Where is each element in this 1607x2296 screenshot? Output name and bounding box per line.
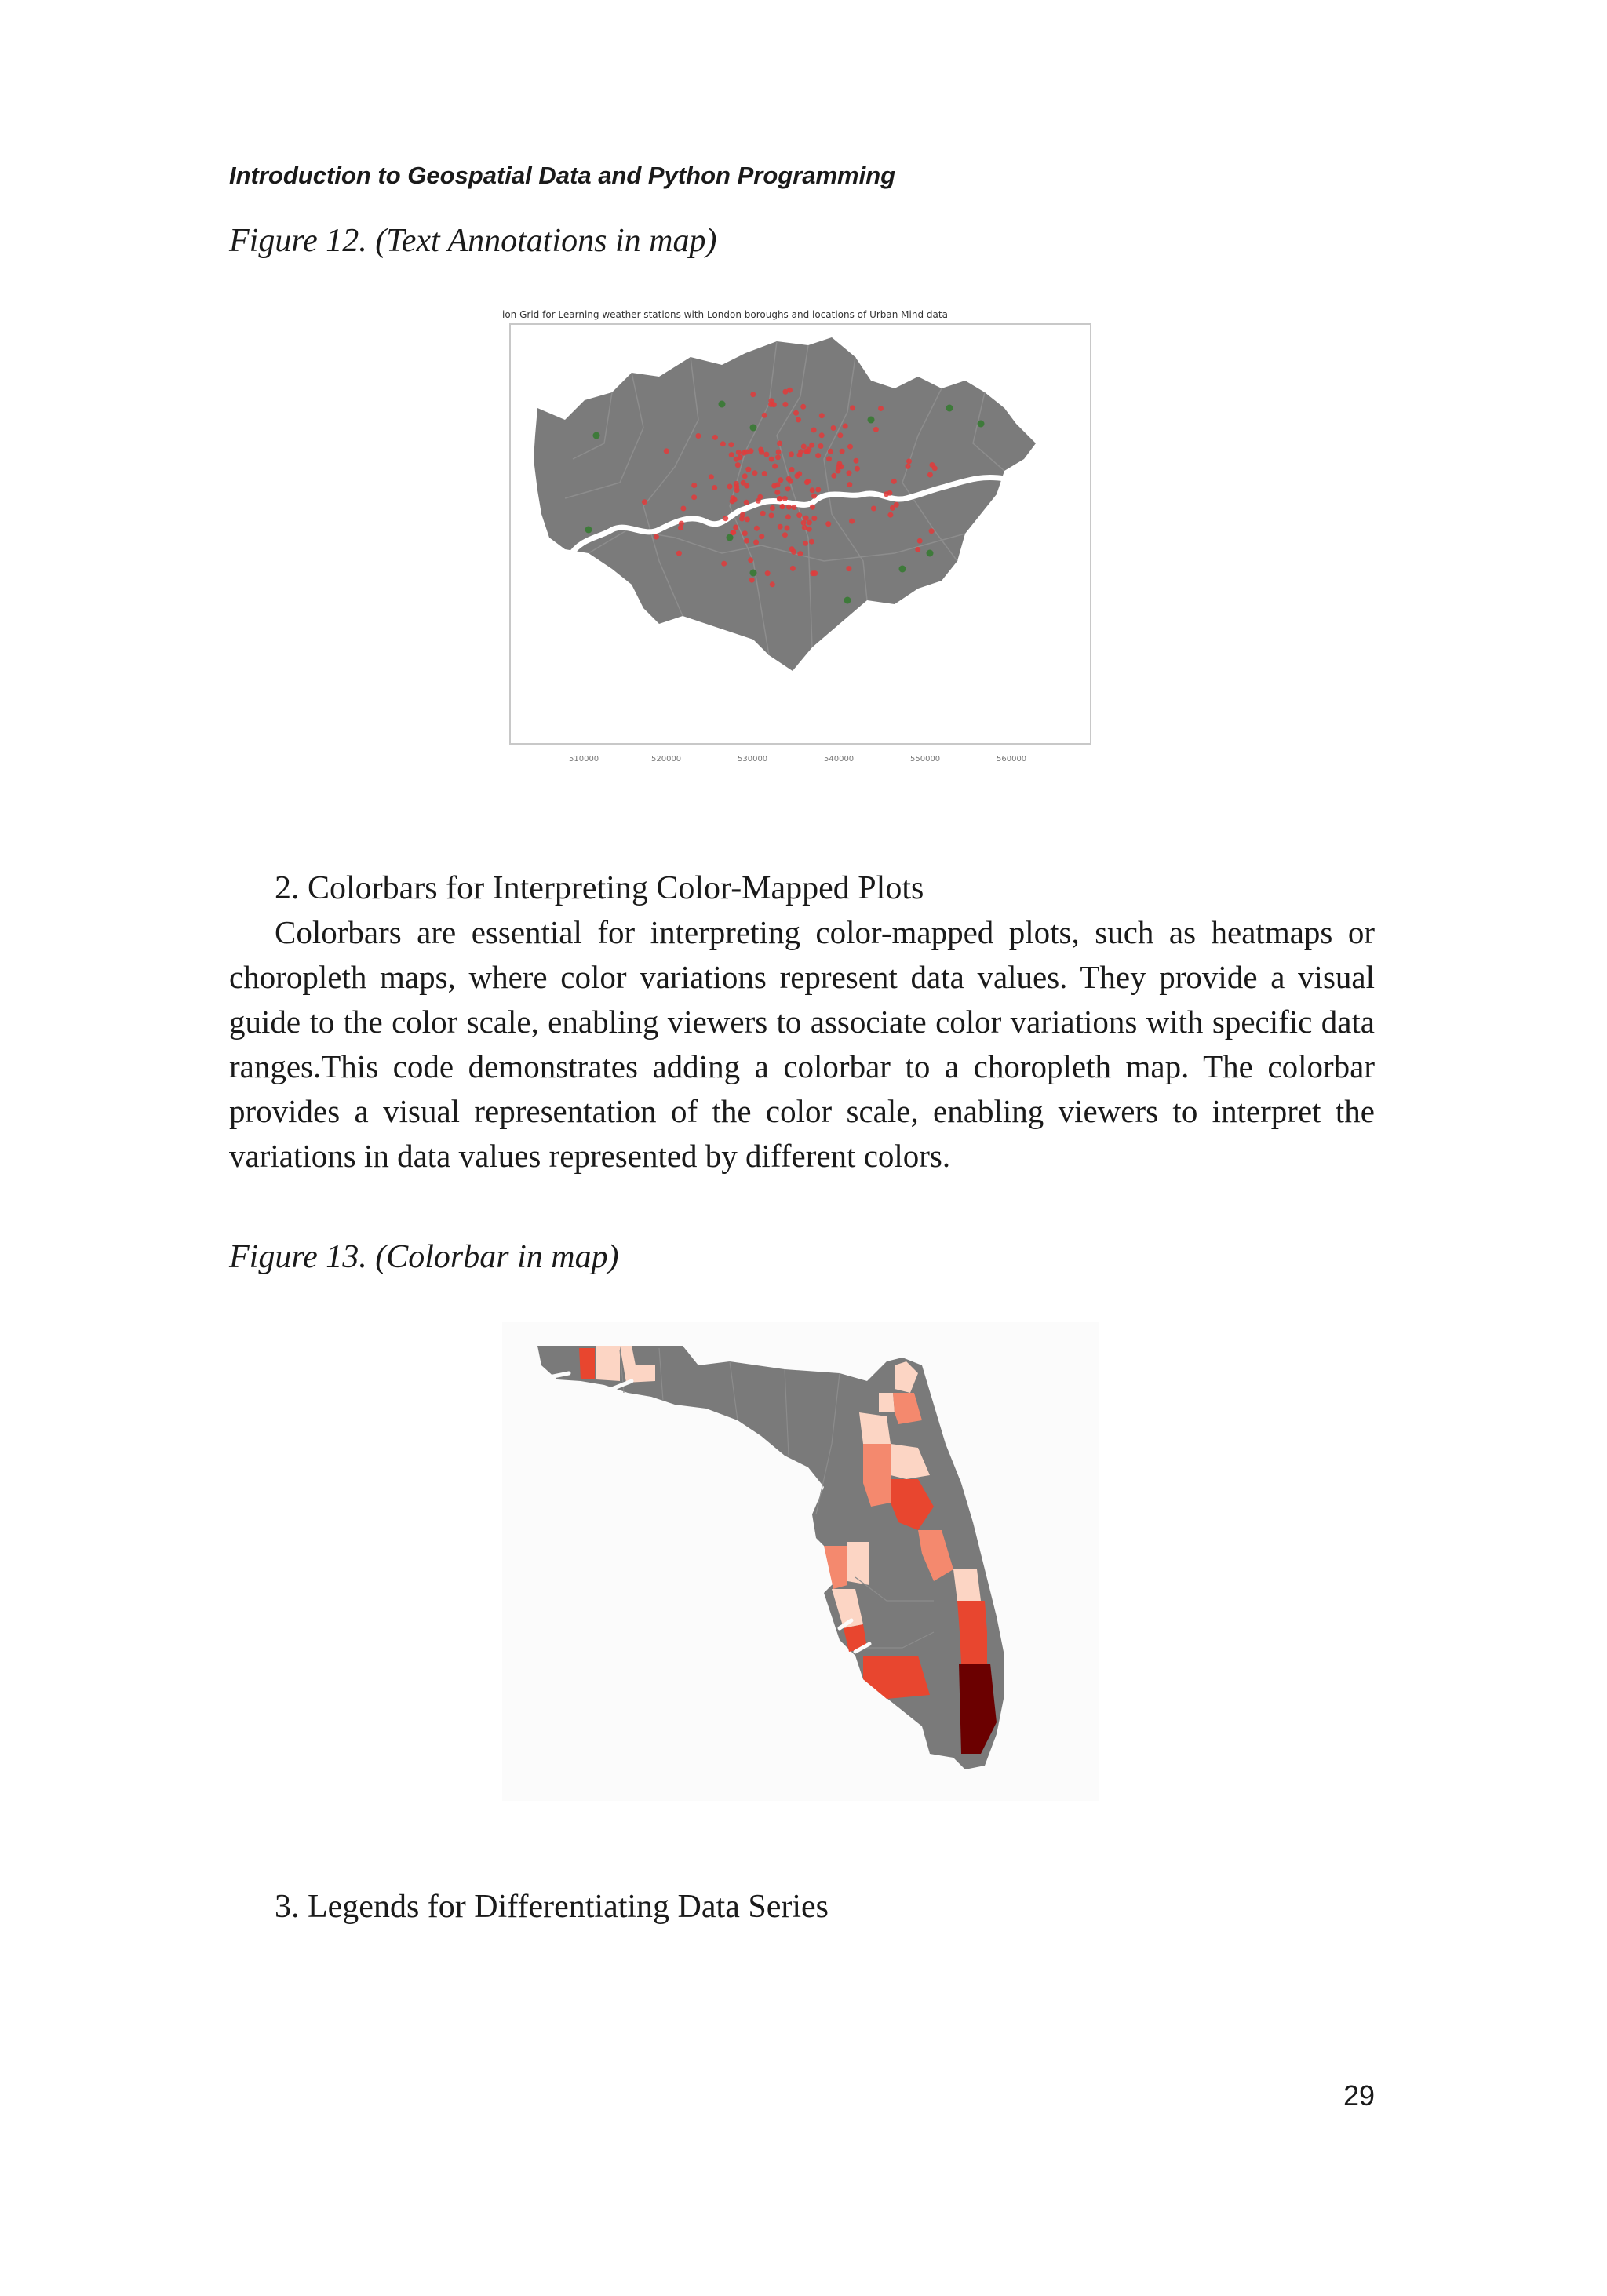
urban-mind-point [742, 530, 748, 536]
weather-station-point [844, 597, 851, 604]
urban-mind-point [836, 468, 841, 474]
urban-mind-point [752, 470, 758, 476]
urban-mind-point [769, 512, 774, 518]
urban-mind-point [760, 511, 766, 516]
urban-mind-point [712, 435, 718, 440]
urban-mind-point [786, 505, 792, 510]
urban-mind-point [811, 494, 817, 499]
urban-mind-point [753, 540, 759, 545]
county-light-value [953, 1569, 981, 1601]
urban-mind-point [796, 512, 802, 518]
urban-mind-point [709, 474, 714, 479]
urban-mind-point [782, 402, 788, 407]
urban-mind-point [810, 505, 815, 510]
urban-mind-point [780, 504, 785, 509]
county-light-value [879, 1393, 895, 1412]
x-tick-label: 550000 [910, 755, 941, 764]
urban-mind-point [818, 443, 824, 449]
weather-station-point [899, 566, 906, 573]
urban-mind-point [807, 527, 812, 532]
urban-mind-point [775, 482, 781, 487]
florida-map-svg [494, 1318, 1106, 1805]
urban-mind-point [846, 566, 851, 571]
london-map-svg [494, 302, 1106, 773]
urban-mind-point [776, 450, 782, 455]
urban-mind-point [794, 473, 800, 479]
urban-mind-point [828, 449, 833, 454]
urban-mind-point [809, 443, 814, 448]
urban-mind-point [754, 526, 760, 531]
urban-mind-point [847, 470, 852, 476]
urban-mind-point [932, 465, 938, 471]
urban-mind-point [796, 417, 801, 422]
x-tick-label: 520000 [651, 755, 682, 764]
urban-mind-point [777, 496, 782, 501]
weather-station-point [719, 401, 726, 408]
section-3-heading: 3. Legends for Differentiating Data Series [275, 1889, 829, 1925]
urban-mind-point [664, 448, 669, 454]
urban-mind-point [748, 557, 753, 563]
urban-mind-point [735, 462, 741, 468]
urban-mind-point [790, 566, 796, 571]
urban-mind-point [927, 472, 933, 478]
urban-mind-point [811, 516, 817, 521]
figure-13-florida-map [494, 1318, 1106, 1805]
urban-mind-point [721, 561, 727, 567]
weather-station-point [593, 432, 600, 439]
urban-mind-point [819, 413, 825, 418]
county-light-value [859, 1412, 891, 1444]
urban-mind-point [749, 578, 755, 583]
urban-mind-point [785, 486, 791, 491]
x-tick-label: 510000 [569, 755, 599, 764]
urban-mind-point [906, 464, 911, 469]
urban-mind-point [680, 506, 686, 512]
urban-mind-point [793, 410, 799, 416]
urban-mind-point [809, 539, 814, 545]
urban-mind-point [744, 538, 749, 544]
urban-mind-point [891, 479, 897, 484]
urban-mind-point [727, 484, 733, 490]
urban-mind-point [836, 461, 842, 467]
figure-12-caption: Figure 12. (Text Annotations in map) [229, 223, 717, 259]
urban-mind-point [642, 499, 647, 505]
county-light-value [847, 1542, 869, 1585]
urban-mind-point [676, 551, 682, 556]
urban-mind-point [782, 532, 788, 538]
urban-mind-point [744, 500, 749, 505]
urban-mind-point [758, 447, 763, 453]
weather-station-point [750, 425, 757, 432]
weather-station-point [727, 534, 734, 541]
urban-mind-point [786, 476, 792, 482]
urban-mind-point [843, 424, 848, 429]
county-light-value [596, 1346, 620, 1381]
urban-mind-point [811, 428, 817, 433]
urban-mind-point [769, 457, 774, 462]
urban-mind-point [739, 516, 745, 522]
urban-mind-point [803, 541, 808, 546]
urban-mind-point [801, 444, 807, 450]
urban-mind-point [810, 487, 815, 493]
urban-mind-point [768, 402, 774, 407]
urban-mind-point [778, 524, 783, 530]
urban-mind-point [778, 477, 783, 483]
urban-mind-point [826, 456, 832, 461]
urban-mind-point [847, 444, 853, 450]
county-high-value [579, 1348, 595, 1379]
urban-mind-point [742, 473, 748, 479]
urban-mind-point [782, 389, 788, 395]
urban-mind-point [849, 519, 855, 524]
urban-mind-point [807, 519, 812, 525]
figure-12-london-map [494, 302, 1106, 773]
urban-mind-point [873, 427, 879, 432]
urban-mind-point [798, 449, 804, 454]
urban-mind-point [745, 516, 750, 522]
weather-station-point [927, 550, 934, 557]
county-high-value [960, 1632, 987, 1664]
urban-mind-point [791, 505, 796, 510]
urban-mind-point [847, 482, 852, 487]
county-high-value [957, 1601, 987, 1632]
urban-mind-point [777, 441, 782, 446]
london-map-title: ion Grid for Learning weather stations with London boroughs and locations of Urban Mind data [502, 309, 948, 320]
urban-mind-point [772, 464, 778, 469]
urban-mind-point [765, 570, 771, 576]
urban-mind-point [804, 516, 809, 521]
urban-mind-point [797, 551, 803, 556]
urban-mind-point [762, 413, 767, 418]
urban-mind-point [745, 467, 751, 472]
figure-13-caption: Figure 13. (Colorbar in map) [229, 1239, 619, 1275]
urban-mind-point [789, 467, 795, 472]
urban-mind-point [738, 454, 743, 460]
urban-mind-point [731, 495, 736, 501]
urban-mind-point [854, 458, 859, 464]
urban-mind-point [831, 473, 836, 479]
urban-mind-point [774, 490, 780, 495]
urban-mind-point [695, 433, 701, 439]
urban-mind-point [741, 480, 746, 486]
urban-mind-point [906, 458, 912, 464]
urban-mind-point [756, 498, 761, 504]
urban-mind-point [723, 516, 728, 521]
urban-mind-point [736, 450, 742, 455]
section-2-paragraph: Colorbars are essential for interpreting color-mapped plots, such as heatmaps or choropleth maps, where color variations represent data values. They provide a visual guide to the color scale, enabling viewers to associate color variations with specific data ranges.This code demonstrates adding a colorbar to a choropleth map. The colorbar provides a visual representation of the color scale, enabling viewers to interpret the variations in data values represented by different colors. [229, 914, 1375, 1174]
urban-mind-point [789, 451, 794, 457]
urban-mind-point [815, 453, 821, 458]
urban-mind-point [759, 534, 764, 539]
urban-mind-point [884, 491, 889, 497]
urban-mind-point [785, 526, 790, 531]
urban-mind-point [720, 441, 726, 446]
urban-mind-point [929, 528, 935, 534]
section-2-heading: 2. Colorbars for Interpreting Color-Mapped Plots [275, 870, 924, 906]
urban-mind-point [855, 466, 860, 472]
urban-mind-point [837, 432, 843, 438]
urban-mind-point [762, 471, 767, 476]
urban-mind-point [917, 538, 923, 544]
weather-station-point [585, 527, 592, 534]
urban-mind-point [770, 581, 775, 587]
weather-station-point [750, 570, 757, 577]
x-axis-ticks [569, 755, 1026, 764]
urban-mind-point [915, 547, 920, 552]
urban-mind-point [729, 452, 734, 457]
urban-mind-point [819, 432, 825, 438]
urban-mind-point [763, 452, 769, 457]
x-tick-label: 530000 [738, 755, 768, 764]
urban-mind-point [691, 483, 697, 488]
urban-mind-point [749, 448, 754, 454]
x-tick-label: 560000 [997, 755, 1027, 764]
urban-mind-point [733, 525, 738, 530]
urban-mind-point [785, 514, 791, 519]
urban-mind-point [734, 484, 739, 490]
urban-mind-point [775, 454, 781, 460]
urban-mind-point [731, 530, 736, 535]
urban-mind-point [825, 521, 831, 527]
weather-station-point [946, 405, 953, 412]
weather-station-point [978, 421, 985, 428]
urban-mind-point [782, 496, 788, 501]
urban-mind-point [750, 392, 756, 397]
urban-mind-point [871, 506, 876, 512]
urban-mind-point [831, 425, 836, 431]
urban-mind-point [679, 521, 684, 527]
urban-mind-point [850, 405, 855, 410]
urban-mind-point [801, 520, 807, 526]
running-header: Introduction to Geospatial Data and Python Programming [229, 162, 896, 189]
urban-mind-point [815, 487, 821, 493]
weather-station-point [868, 417, 875, 424]
urban-mind-point [812, 570, 818, 576]
urban-mind-point [890, 505, 895, 511]
urban-mind-point [840, 449, 845, 454]
urban-mind-point [804, 479, 810, 485]
urban-mind-point [728, 442, 734, 447]
urban-mind-point [887, 512, 893, 518]
urban-mind-point [800, 404, 806, 410]
x-tick-label: 540000 [824, 755, 855, 764]
urban-mind-point [654, 534, 659, 540]
urban-mind-point [770, 505, 775, 511]
urban-mind-point [712, 485, 717, 490]
urban-mind-point [691, 494, 697, 500]
urban-mind-point [878, 406, 884, 411]
urban-mind-point [744, 450, 749, 455]
page-number: 29 [1343, 2079, 1375, 2112]
urban-mind-point [791, 549, 796, 555]
